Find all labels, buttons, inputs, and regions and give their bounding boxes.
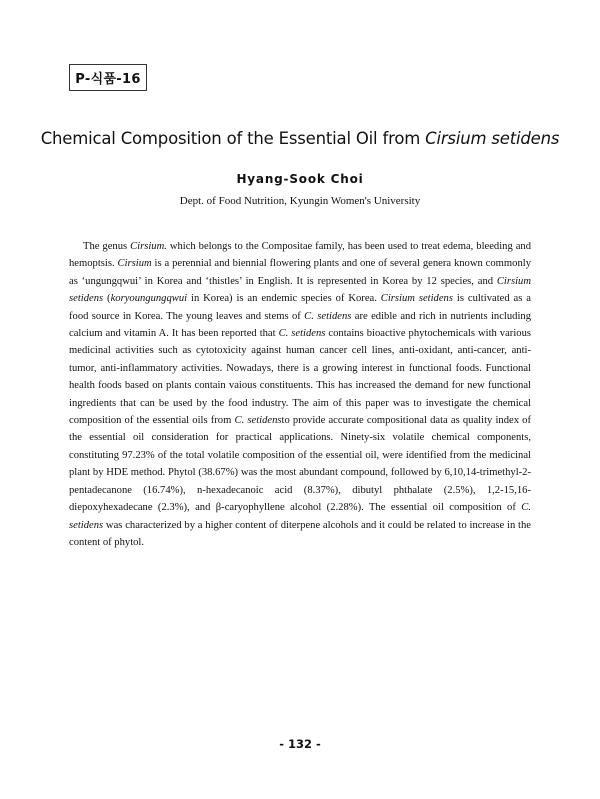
session-code-label: P-식품-16 (69, 64, 147, 91)
abstract-italic: koryoungungqwui (110, 293, 188, 305)
abstract-text: is cultivated as a food source in Korea. The young leaves and stems of (69, 293, 531, 322)
abstract-italic: Cirsium setidens (380, 293, 453, 305)
abstract-text: The genus (83, 241, 131, 252)
paper-title (0, 129, 600, 148)
abstract-text: is a perennial and biennial flowering plants and one of several genera known commonly as ‘ungungqwui’ in Korea and ‘thistles’ in English. It is represented in Korea by 12 species, and (69, 258, 531, 287)
title-main: Chemical Composition of the Essential Oil from (40, 129, 426, 148)
abstract-italic: C. setidens (278, 328, 326, 340)
abstract-paragraph (69, 238, 531, 551)
abstract-text: contains bioactive phytochemicals with various medicinal activities such as cytotoxicity against human cancer cell lines, anti-oxidant, anti-cancer, anti-tumor, anti-inflammatory activities. Nowadays, there is a growing interest in functional foods. Functional health foods based on plants contain vaious constituents. This has increased the demand for new functional ingredients that can be used by the food industry. The aim of this paper was to investigate the chemical composition of the essential oils from (69, 328, 531, 427)
abstract-text: which belongs to the Compositae family, has been used to treat edema, bleeding and hemoptsis. (69, 241, 531, 270)
abstract-text: to provide accurate compositional data as quality index of the essential oil consideration for practical applications. Ninety-six volatile chemical components, constituting 97.23% of the total volatile composition of the essential oil, were identified from the medicinal plant by HDE method. Phytol (38.67%) was the most abundant compound, followed by 6,10,14-trimethyl-2-pentadecanone (16.74%), n-hexadecanoic acid (8.37%), dibutyl phthalate (2.5%), 1,2-15,16-diepoxyhexadecane (2.3%), and β-caryophyllene alcohol (2.28%). The essential oil composition of (69, 415, 531, 514)
abstract-italic: Cirsium. (130, 241, 167, 252)
abstract-text: ( (103, 293, 111, 305)
abstract-italic: C. setidens (234, 415, 282, 427)
author-name: Hyang-Sook Choi (236, 172, 364, 186)
abstract-text: are edible and rich in nutrients including calcium and vitamin A. It has been reported that (69, 310, 531, 340)
abstract-italic: C. setidens (304, 310, 352, 322)
abstract-italic: Cirsium (117, 258, 152, 270)
page-number: - 132 - (279, 737, 321, 751)
abstract-italic: Cirsium setidens (69, 275, 531, 305)
author-affiliation: Dept. of Food Nutrition, Kyungin Women's University (179, 195, 421, 207)
abstract-italic: C. setidens (69, 502, 531, 531)
abstract-text: was characterized by a higher content of diterpene alcohols and it could be related to increase in the content of phytol. (69, 519, 531, 548)
abstract-text: in Korea) is an endemic species of Korea. (187, 293, 381, 305)
title-species: Cirsium setidens (425, 129, 560, 148)
